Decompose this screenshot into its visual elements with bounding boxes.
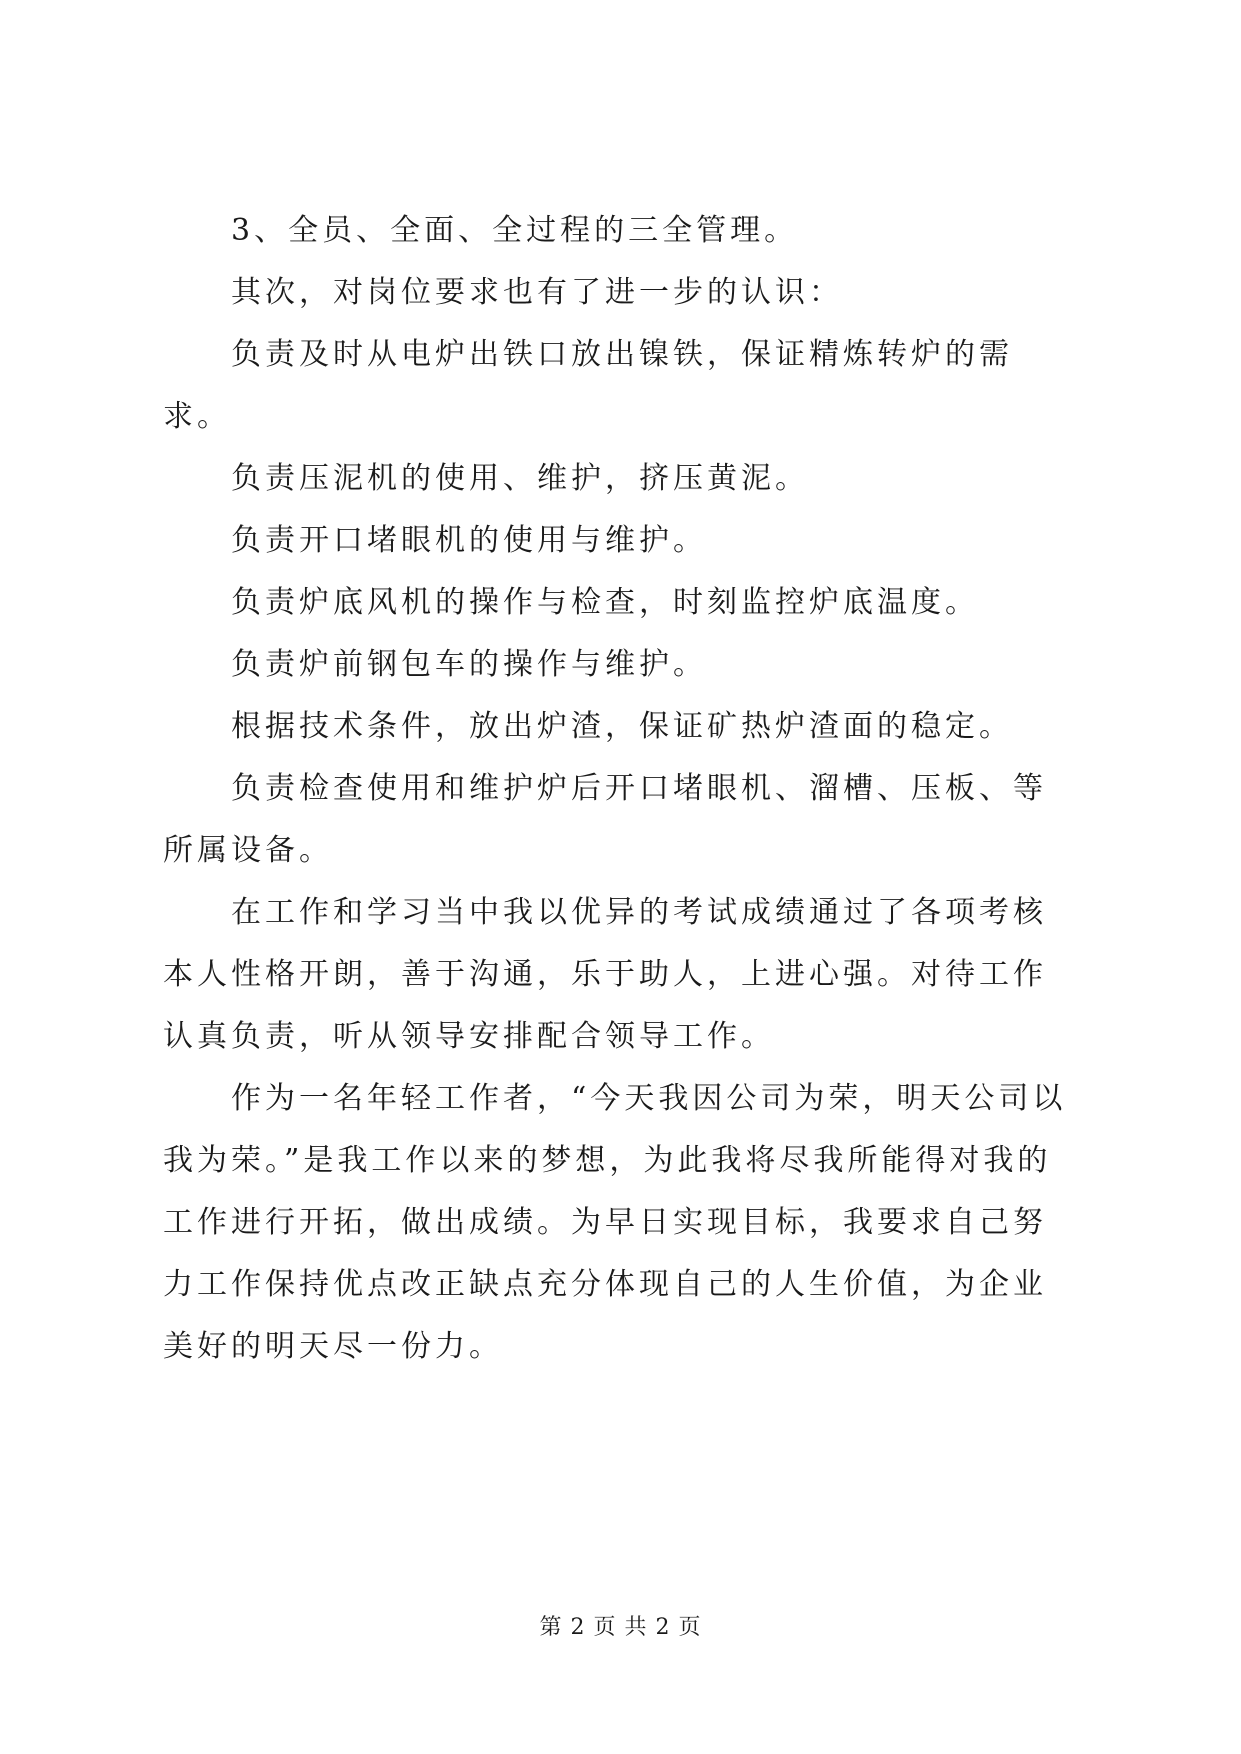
paragraph-9: 负责检查使用和维护炉后开口堵眼机、溜槽、压板、等所属设备。: [163, 771, 1047, 868]
paragraph-10: 在工作和学习当中我以优异的考试成绩通过了各项考核本人性格开朗，善于沟通，乐于助人，上进心强。对待工作认真负责，听从领导安排配合领导工作。: [163, 895, 1047, 1054]
paragraph-4: 负责压泥机的使用、维护，挤压黄泥。: [231, 461, 809, 496]
document-body: [163, 200, 1080, 1378]
paragraph-8: 根据技术条件，放出炉渣，保证矿热炉渣面的稳定。: [231, 709, 1013, 744]
paragraph-1: 3、全员、全面、全过程的三全管理。: [231, 213, 799, 248]
paragraph-11: 作为一名年轻工作者，“今天我因公司为荣，明天公司以我为荣。”是我工作以来的梦想，为此我将尽我所能得对我的工作进行开拓，做出成绩。为早日实现目标，我要求自己努力工作保持优点改正缺点充分体现自己的人生价值，为企业美好的明天尽一份力。: [163, 1081, 1067, 1364]
page-footer: 第 2 页 共 2 页: [539, 1615, 702, 1640]
paragraph-5: 负责开口堵眼机的使用与维护。: [231, 523, 707, 558]
paragraph-2: 其次，对岗位要求也有了进一步的认识：: [231, 275, 843, 310]
paragraph-3: 负责及时从电炉出铁口放出镍铁，保证精炼转炉的需求。: [163, 337, 1013, 434]
paragraph-7: 负责炉前钢包车的操作与维护。: [231, 647, 707, 682]
paragraph-6: 负责炉底风机的操作与检查，时刻监控炉底温度。: [231, 585, 979, 620]
